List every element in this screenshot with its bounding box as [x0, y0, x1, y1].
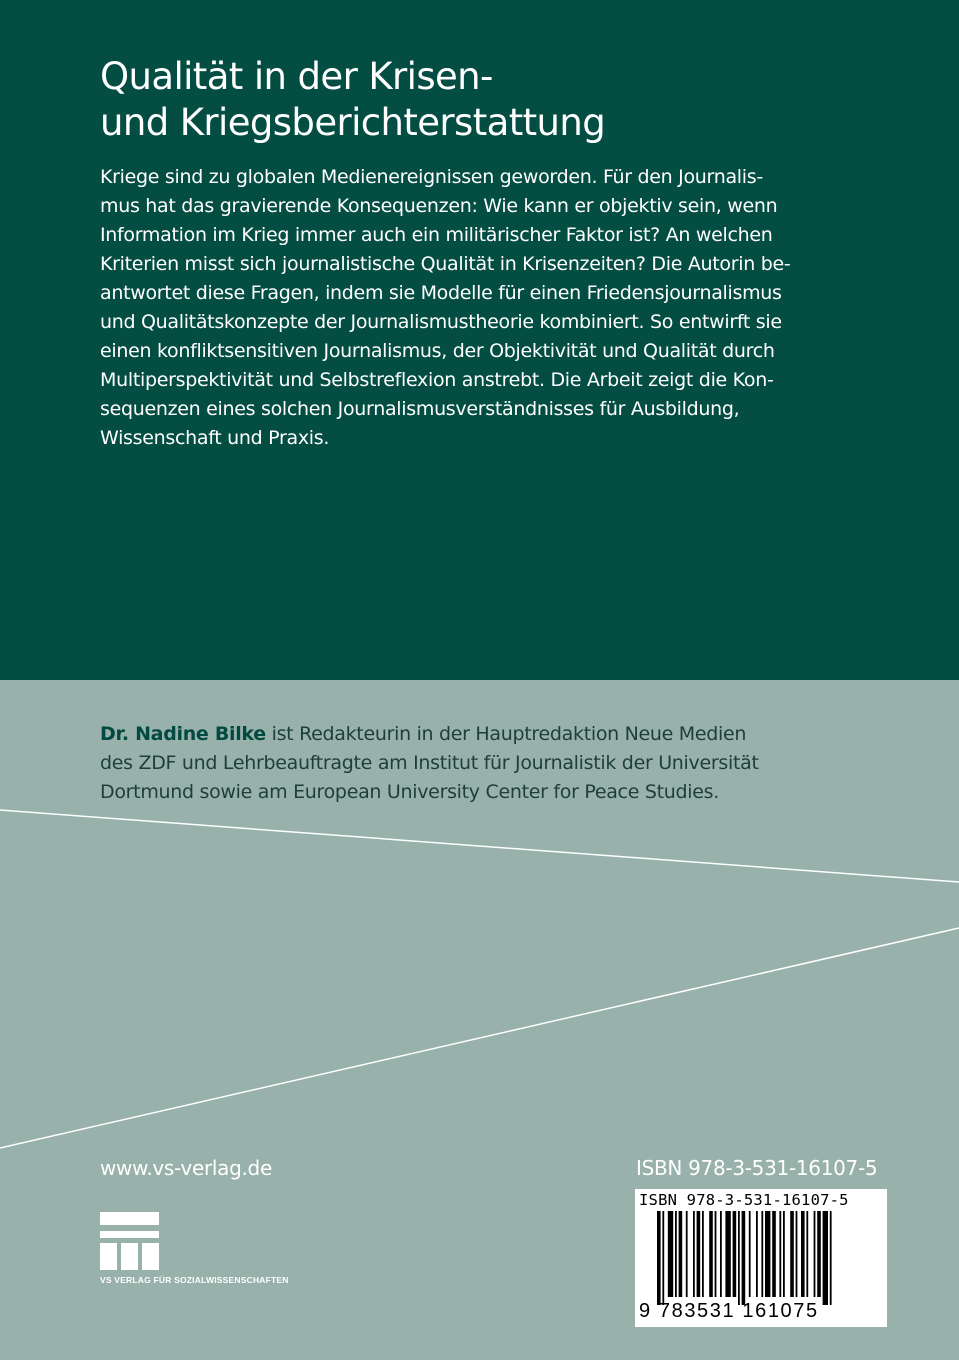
description-line: Information im Krieg immer auch ein militärischer Faktor ist? An welchen — [100, 224, 773, 246]
description-line: Kriege sind zu globalen Medienereignissen geworden. Für den Journalis- — [100, 166, 763, 188]
barcode-bar — [806, 1211, 808, 1297]
author-name: Dr. Nadine Bilke — [100, 723, 266, 745]
barcode-bar — [675, 1211, 677, 1297]
description-line: Multiperspektivität und Selbstreflexion anstrebt. Die Arbeit zeigt die Kon- — [100, 369, 774, 391]
barcode-bar — [702, 1211, 704, 1297]
barcode-bar — [742, 1211, 746, 1305]
barcode-bar — [738, 1211, 740, 1305]
description-line: und Qualitätskonzepte der Journalismustheorie kombiniert. So entwirft sie — [100, 311, 782, 333]
diagonal-line-upper — [0, 810, 959, 882]
barcode — [635, 1189, 887, 1327]
barcode-bar — [814, 1211, 816, 1297]
barcode-bar — [830, 1211, 832, 1305]
barcode-bar — [801, 1211, 805, 1297]
title-line-1: Qualität in der Krisen- — [100, 55, 493, 98]
barcode-isbn-label: ISBN 978-3-531-16107-5 — [639, 1191, 849, 1209]
barcode-bar — [756, 1211, 758, 1297]
barcode-bar — [657, 1211, 661, 1305]
barcode-bar — [725, 1211, 730, 1297]
diagonal-line-lower — [0, 928, 959, 1148]
barcode-digits: 9 783531 161075 — [639, 1300, 819, 1322]
title-line-2: und Kriegsberichterstattung — [100, 101, 606, 144]
barcode-bar — [796, 1211, 798, 1297]
book-description — [100, 163, 790, 453]
barcode-bar — [697, 1211, 701, 1297]
description-line: einen konfliktsensitiven Journalismus, der Objektivität und Qualität durch — [100, 340, 775, 362]
bio-line-1-rest: ist Redakteurin in der Hauptredaktion Neue Medien — [265, 723, 747, 745]
barcode-bar — [715, 1211, 717, 1297]
description-line: Wissenschaft und Praxis. — [100, 427, 330, 449]
bio-line-2: des ZDF und Lehrbeauftragte am Institut für Journalistik der Universität — [100, 752, 759, 774]
barcode-bar — [709, 1211, 713, 1297]
barcode-bar — [783, 1211, 785, 1297]
publisher-url[interactable]: www.vs-verlag.de — [100, 1156, 272, 1180]
description-line: sequenzen eines solchen Journalismusverständnisses für Ausbildung, — [100, 398, 740, 420]
book-title — [100, 54, 605, 146]
barcode-bar — [686, 1211, 688, 1297]
barcode-bar — [720, 1211, 722, 1297]
barcode-bar — [668, 1211, 673, 1297]
barcode-bar — [790, 1211, 794, 1297]
barcode-bar — [817, 1211, 821, 1297]
publisher-logo-icon — [100, 1212, 160, 1270]
barcode-bar — [733, 1211, 737, 1297]
barcode-bar — [779, 1211, 781, 1297]
barcode-bar — [761, 1211, 763, 1297]
bio-line-3: Dortmund sowie am European University Center for Peace Studies. — [100, 781, 719, 803]
description-line: mus hat das gravierende Konsequenzen: Wie kann er objektiv sein, wenn — [100, 195, 778, 217]
barcode-bar — [772, 1211, 776, 1297]
description-line: antwortet diese Fragen, indem sie Modelle für einen Friedensjournalismus — [100, 282, 782, 304]
publisher-logo-text: VS VERLAG FÜR SOZIALWISSENSCHAFTEN — [100, 1275, 289, 1285]
barcode-bar — [765, 1211, 770, 1297]
barcode-bar — [662, 1211, 664, 1305]
description-line: Kriterien misst sich journalistische Qualität in Krisenzeiten? Die Autorin be- — [100, 253, 791, 275]
isbn-text: ISBN 978-3-531-16107-5 — [636, 1156, 878, 1180]
barcode-bar — [823, 1211, 828, 1305]
barcode-bar — [749, 1211, 751, 1297]
barcode-bar — [693, 1211, 695, 1297]
barcode-bar — [679, 1211, 683, 1297]
